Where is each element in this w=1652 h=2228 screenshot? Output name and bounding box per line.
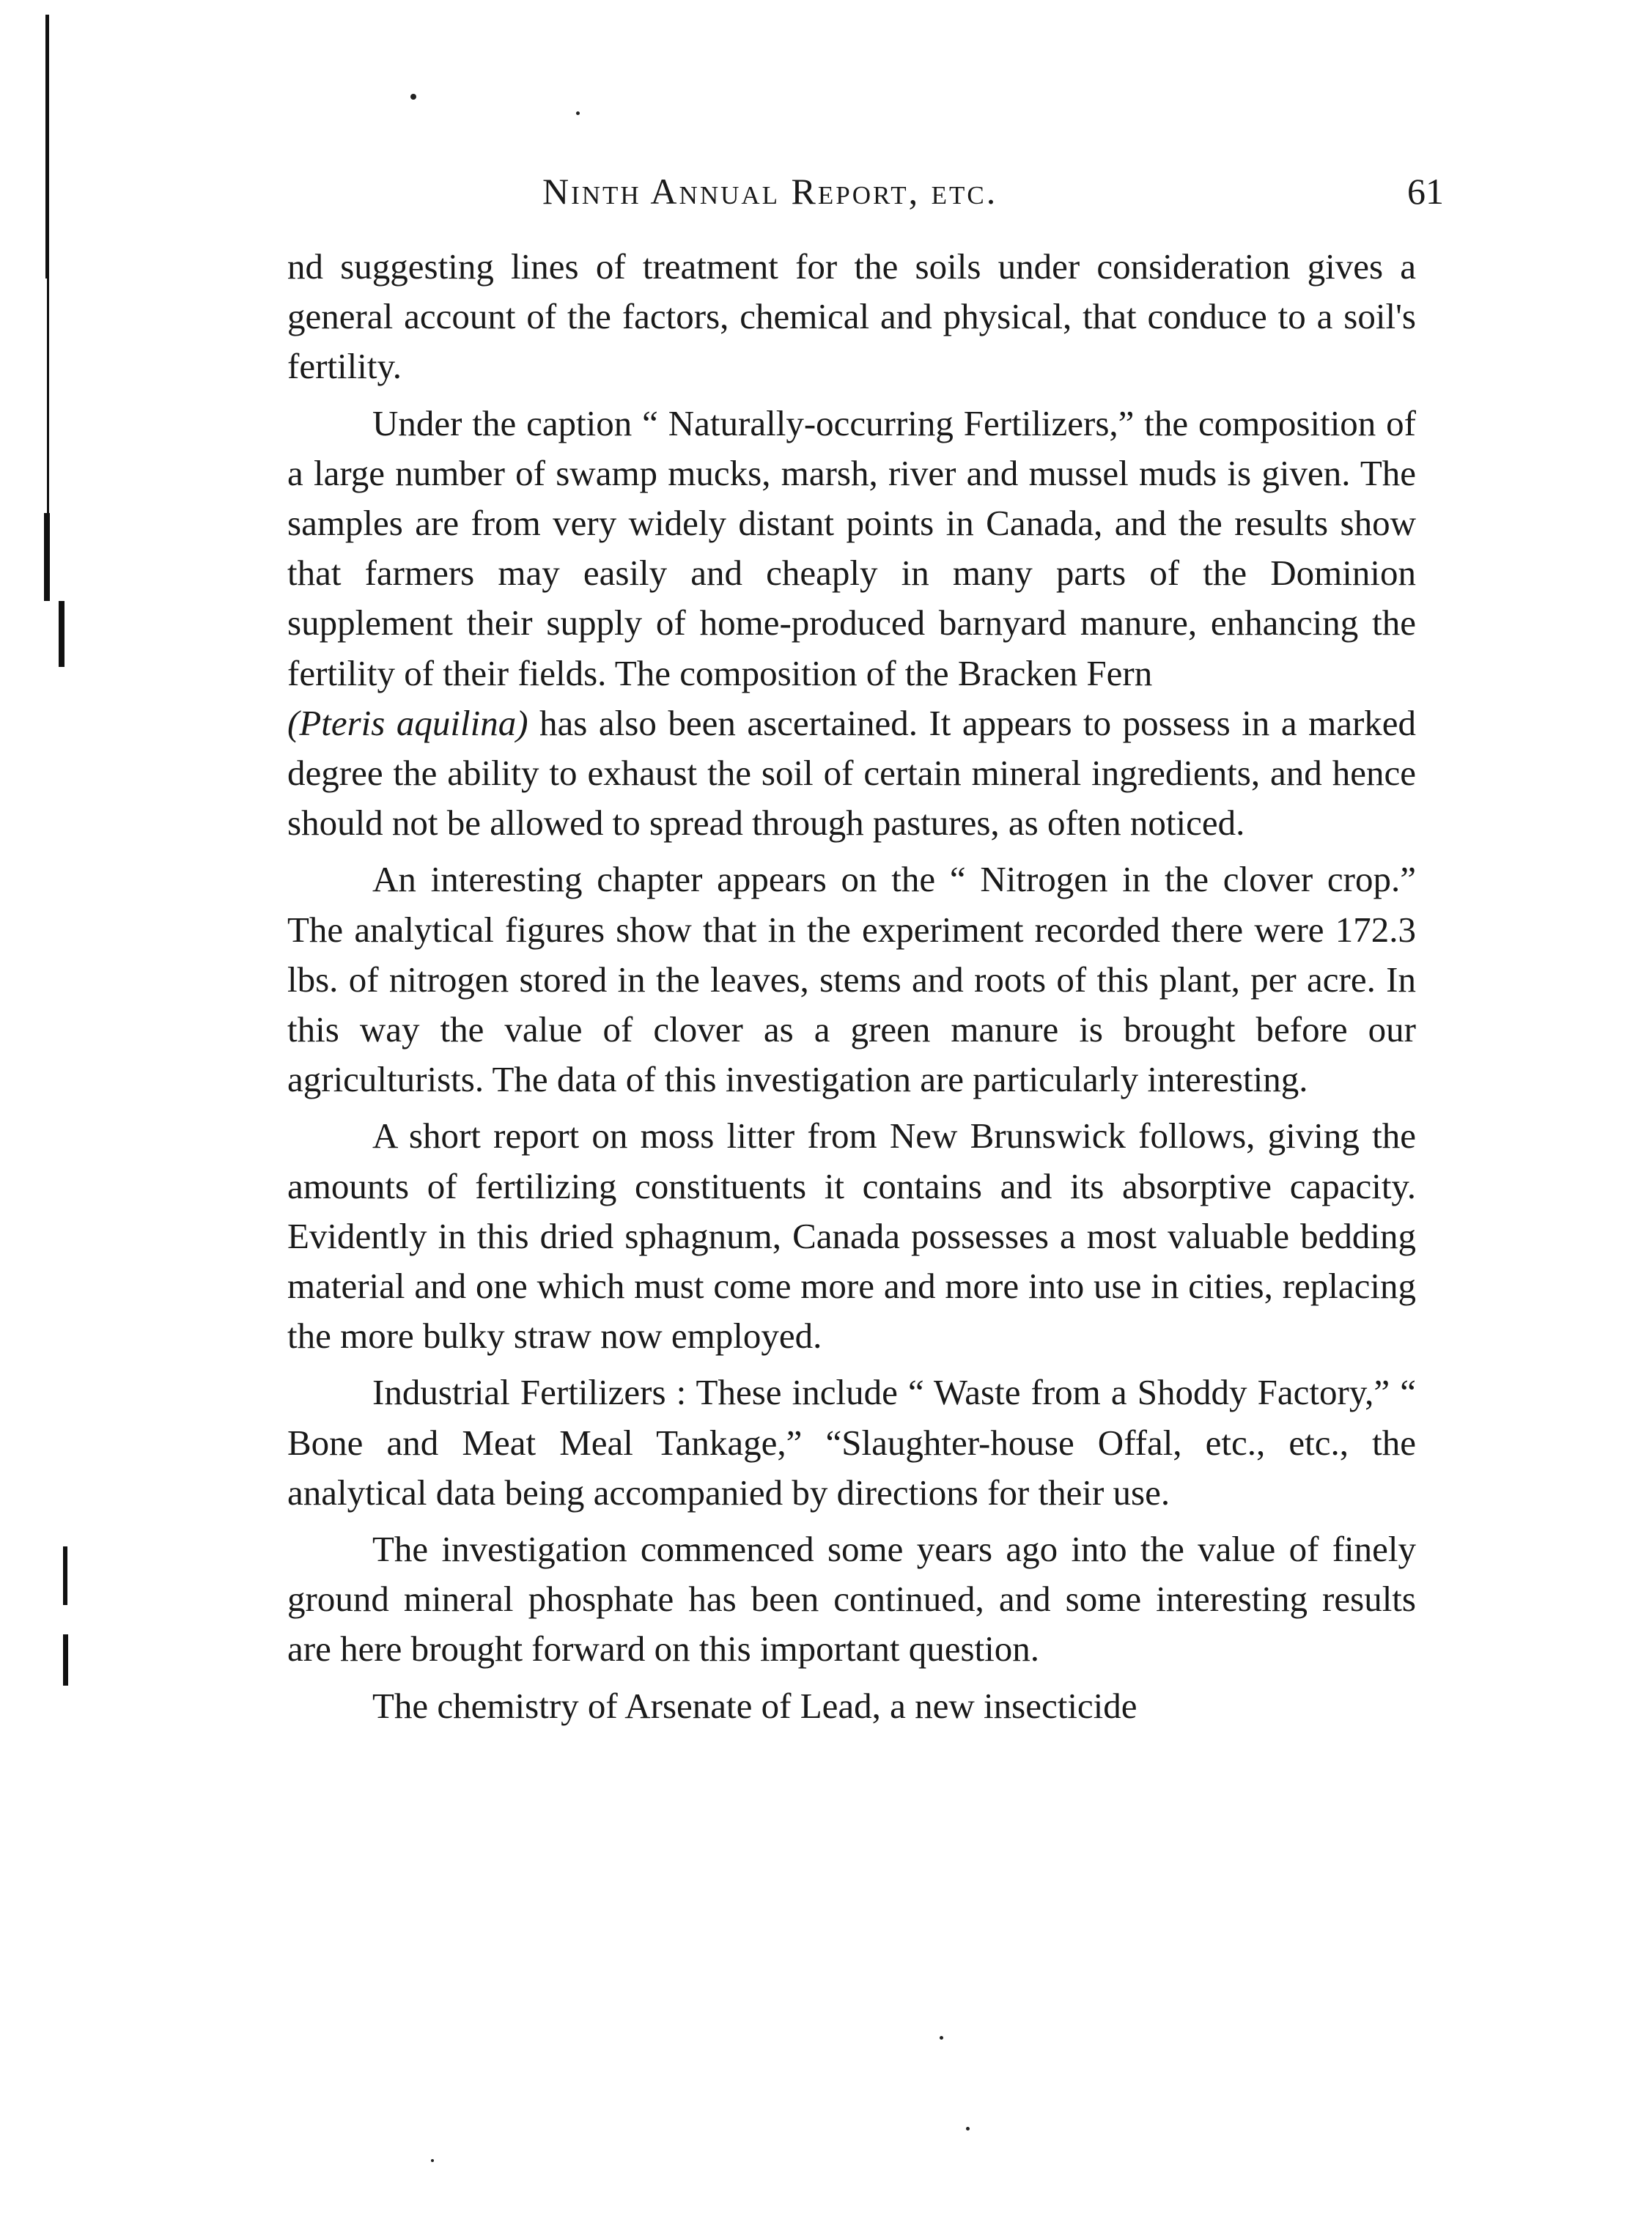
paragraph: The investigation commenced some years ago into the value of finely ground mineral phosphate has been continued, and some interesting results are here brought forward on this important question. [287,1529,1416,1670]
scan-speck [410,94,416,100]
binding-edge-mark [63,1634,68,1686]
body-text [287,242,1416,1738]
binding-edge-mark [59,601,64,667]
scan-speck [940,2036,943,2040]
species-name: (Pteris aquilina) [287,702,528,743]
binding-edge-mark [63,1546,67,1605]
scan-speck [431,2159,434,2162]
running-head: Ninth Annual Report, etc. [542,171,998,212]
page-header [286,170,1444,221]
paragraph: Industrial Fertilizers : These include “ Waste from a Shoddy Factory,” “ Bone and Meat Meal Tankage,” “Slaughter-house Offal, etc., etc., the analytical data being accompanied by directions for their use. [287,1372,1416,1513]
paragraph: nd suggesting lines of treatment for the soils under consideration gives a general account of the factors, chemical and physical, that conduce to a soil's fertility. [287,246,1416,387]
binding-edge-mark [44,513,50,601]
scan-speck [966,2127,970,2131]
binding-edge-mark [45,15,49,278]
page-number: 61 [1407,171,1444,212]
paragraph: An interesting chapter appears on the “ Nitrogen in the clover crop.” The analytical figures show that in the experiment recorded there were 172.3 lbs. of nitrogen stored in the leaves, stems and roots of this plant, per acre. In this way the value of clover as a green manure is brought before our agriculturists. The data of this investigation are particularly interesting. [287,859,1416,1100]
paragraph: Under the caption “ Naturally-occurring Fertilizers,” the composition of a large number of swamp mucks, marsh, river and mussel muds is given. The samples are from very widely distant points in Canada, and the results show that farmers may easily and cheaply in many parts of the Dominion supplement their supply of home-produced barnyard manure, enhancing the fertility of their fields. The composition of the Bracken Fern (Pteris aquilina) has also been ascertained. It appears to possess in a marked degree the ability to exhaust the soil of certain mineral ingredients, and hence should not be allowed to spread through pastures, as often noticed. [287,402,1417,844]
paragraph: The chemistry of Arsenate of Lead, a new insecticide [372,1685,1137,1726]
binding-edge-mark [47,278,49,520]
paragraph: A short report on moss litter from New Brunswick follows, giving the amounts of fertilizing constituents it contains and its absorptive capacity. Evidently in this dried sphagnum, Canada possesses a most valuable bedding material and one which must come more and more into use in cities, replacing the more bulky straw now employed. [287,1115,1416,1357]
scan-speck [576,111,580,115]
